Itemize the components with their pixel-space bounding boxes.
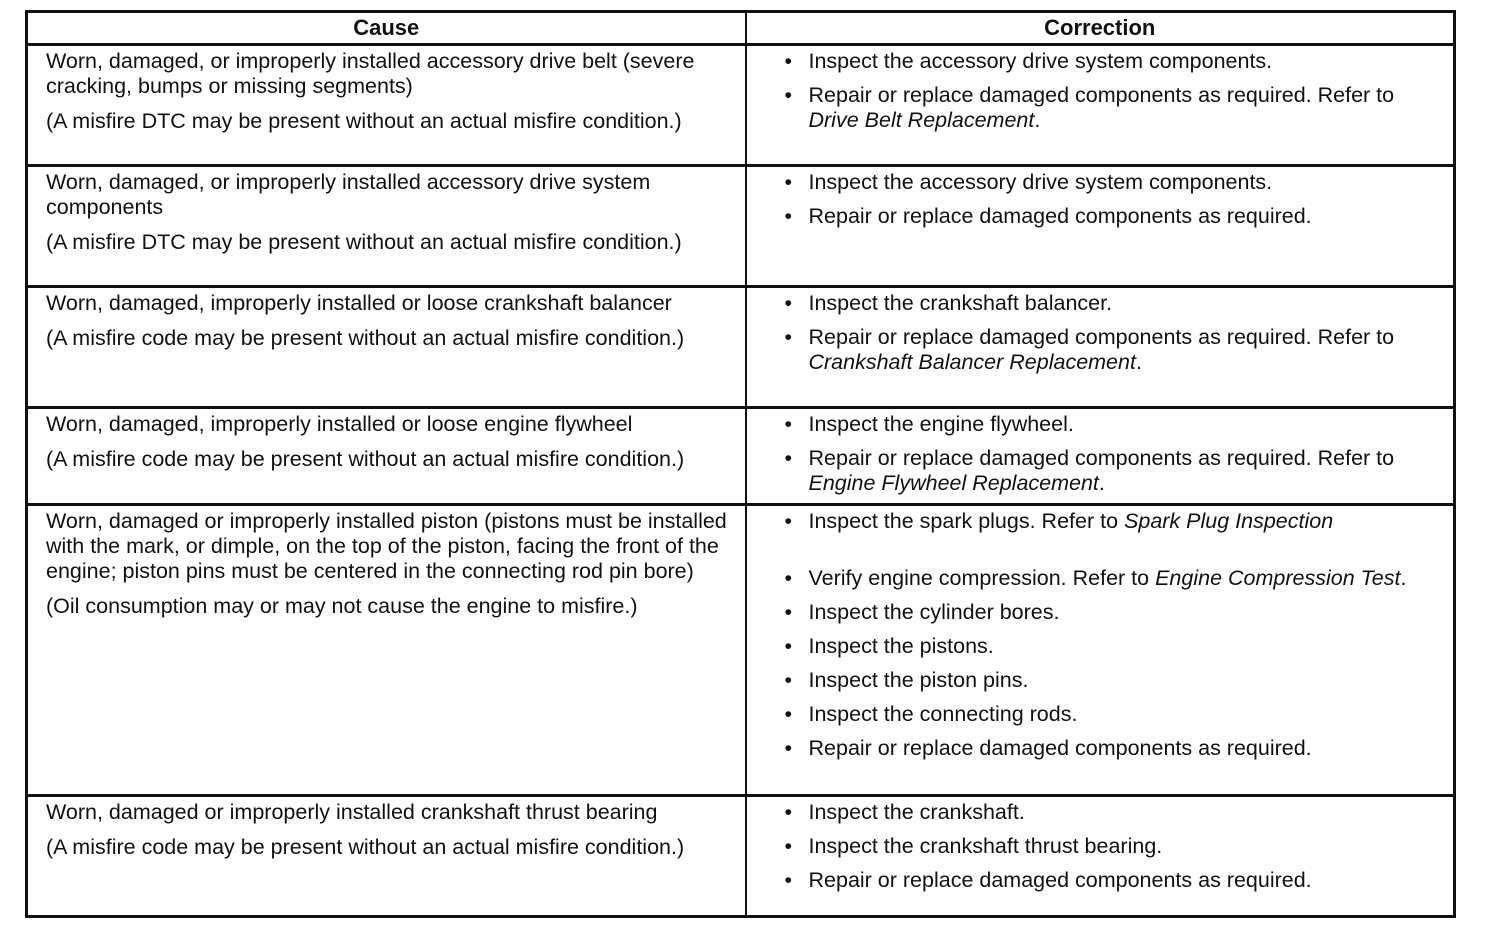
correction-item: • Inspect the accessory drive system components. [784,49,1273,73]
bullet-icon: • [784,509,793,533]
correction-header: Correction [746,12,1455,45]
table-row [27,796,1455,917]
bullet-icon: • [784,291,793,315]
correction-list [783,170,1444,229]
cause-description: Worn, damaged, or improperly installed accessory drive system components [46,170,651,219]
correction-item: • Inspect the cylinder bores. [784,600,1060,624]
cause-cell [27,287,746,408]
table-row [27,45,1455,166]
bullet-icon: • [784,600,793,624]
correction-cell [746,287,1455,408]
cause-description: Worn, damaged or improperly installed piston (pistons must be installed with the mark, or dimple, on the top of the piston, facing the front of the engine; piston pins must be centered in the connecting rod pin bore) [46,509,727,583]
cause-description: Worn, damaged, improperly installed or loose crankshaft balancer [46,291,672,315]
correction-cell [746,166,1455,287]
cause-header: Cause [27,12,746,45]
table-row [27,166,1455,287]
bullet-icon: • [784,834,793,858]
correction-item: • Repair or replace damaged components as required. Refer to Crankshaft Balancer Replacement. [784,325,1395,374]
cause-note: (Oil consumption may or may not cause the engine to misfire.) [46,594,638,618]
cause-note: (A misfire DTC may be present without an actual misfire condition.) [46,109,682,133]
cause-cell [27,408,746,505]
bullet-icon: • [784,736,793,760]
correction-list [783,49,1444,133]
correction-item: • Repair or replace damaged components as required. [784,736,1312,760]
diagnostic-table [25,10,1456,918]
correction-list [783,800,1444,893]
procedure-reference: Engine Flywheel Replacement [808,471,1099,495]
correction-item: • Repair or replace damaged components as required. Refer to Drive Belt Replacement. [784,83,1395,132]
procedure-reference: Engine Compression Test [1155,566,1401,590]
cause-description: Worn, damaged, or improperly installed accessory drive belt (severe cracking, bumps or missing segments) [46,49,695,98]
cause-cell [27,45,746,166]
table-row [27,408,1455,505]
bullet-icon: • [784,412,793,436]
table-row [27,287,1455,408]
procedure-reference: Spark Plug Inspection [1124,509,1334,533]
bullet-icon: • [784,325,793,349]
correction-item: • Inspect the engine flywheel. [784,412,1074,436]
correction-list [783,291,1444,375]
bullet-icon: • [784,800,793,824]
bullet-icon: • [784,170,793,194]
correction-item: • Repair or replace damaged components as required. [784,868,1312,892]
bullet-icon: • [784,49,793,73]
correction-item: • Inspect the spark plugs. Refer to Spark Plug Inspection [784,509,1334,533]
cause-note: (A misfire DTC may be present without an actual misfire condition.) [46,230,682,254]
correction-list [783,509,1444,761]
bullet-icon: • [784,634,793,658]
correction-item: • Repair or replace damaged components as required. [784,204,1312,228]
correction-list [783,412,1444,496]
correction-item: • Inspect the crankshaft thrust bearing. [784,834,1163,858]
bullet-icon: • [784,566,793,590]
header-row [27,12,1455,45]
correction-item: • Inspect the crankshaft balancer. [784,291,1113,315]
correction-cell [746,45,1455,166]
correction-item: • Inspect the piston pins. [784,668,1029,692]
cause-note: (A misfire code may be present without an actual misfire condition.) [46,447,685,471]
correction-item: • Inspect the crankshaft. [784,800,1025,824]
cause-cell [27,505,746,796]
cause-cell [27,166,746,287]
correction-cell [746,505,1455,796]
correction-item: • Inspect the accessory drive system components. [784,170,1273,194]
bullet-icon: • [784,868,793,892]
table-row [27,505,1455,796]
cause-note: (A misfire code may be present without an actual misfire condition.) [46,326,685,350]
correction-item: • Verify engine compression. Refer to Engine Compression Test. [784,566,1407,590]
bullet-icon: • [784,446,793,470]
cause-description: Worn, damaged, improperly installed or loose engine flywheel [46,412,633,436]
procedure-reference: Drive Belt Replacement [808,108,1035,132]
correction-cell [746,796,1455,917]
correction-item: • Repair or replace damaged components as required. Refer to Engine Flywheel Replacement. [784,446,1395,495]
correction-item: • Inspect the connecting rods. [784,702,1078,726]
cause-cell [27,796,746,917]
procedure-reference: Crankshaft Balancer Replacement [808,350,1136,374]
bullet-icon: • [784,83,793,107]
bullet-icon: • [784,204,793,228]
cause-description: Worn, damaged or improperly installed crankshaft thrust bearing [46,800,658,824]
correction-cell [746,408,1455,505]
bullet-icon: • [784,702,793,726]
cause-note: (A misfire code may be present without an actual misfire condition.) [46,835,685,859]
bullet-icon: • [784,668,793,692]
correction-item: • Inspect the pistons. [784,634,994,658]
